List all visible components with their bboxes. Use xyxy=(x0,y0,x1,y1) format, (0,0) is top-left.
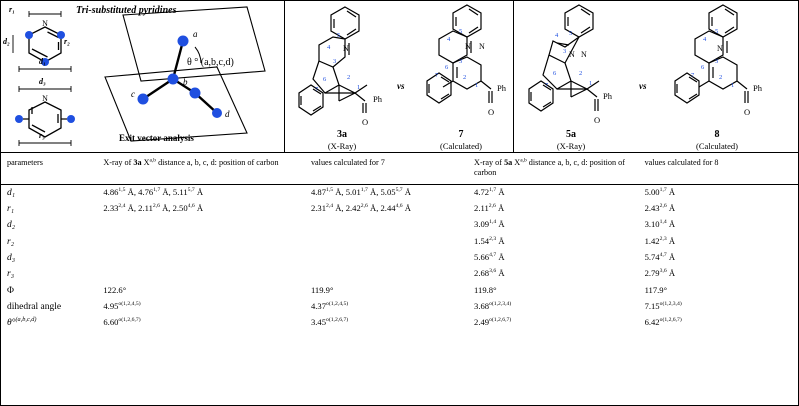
panel-label-7: 7 xyxy=(458,129,464,140)
label-d1: d₁ xyxy=(39,57,46,66)
cell-xray-5a: $2.49^{o(1,2,6,7)}$ xyxy=(474,317,512,328)
svg-text:5: 5 xyxy=(715,28,719,35)
structure-3a xyxy=(289,1,394,133)
svg-text:2: 2 xyxy=(579,70,583,77)
svg-text:6: 6 xyxy=(701,64,705,71)
cell-calc-7: 119.9° xyxy=(310,284,334,295)
cell-xray-3a xyxy=(97,234,305,250)
svg-text:b: b xyxy=(183,77,188,87)
svg-text:4: 4 xyxy=(447,36,451,43)
panel-sublabel-5a: (X-Ray) xyxy=(556,141,586,151)
cell-xray-5a: 5.66$^{4,7}$ Å xyxy=(474,251,505,262)
cell-calc-8: 3.10$^{1,4}$ Å xyxy=(644,219,676,230)
svg-text:O: O xyxy=(362,117,369,127)
svg-text:3: 3 xyxy=(715,58,719,65)
cell-calc-8: 5.00$^{1,7}$ Å xyxy=(644,186,676,197)
svg-text:3: 3 xyxy=(563,48,567,55)
panel-sublabel-7: (Calculated) xyxy=(439,141,482,151)
svg-text:7: 7 xyxy=(435,72,439,79)
cell-calc-8: 5.74$^{4,7}$ Å xyxy=(644,251,676,262)
xray3a-compound: 3a xyxy=(133,158,142,167)
svg-text:2: 2 xyxy=(719,74,723,81)
svg-text:4: 4 xyxy=(703,36,707,43)
row-parameter-label: r₁ xyxy=(7,203,14,214)
col-header-calc-8: values calculated for 8 xyxy=(639,153,798,184)
cell-xray-3a xyxy=(97,217,305,233)
svg-text:N: N xyxy=(717,44,723,53)
cell-xray-3a: 122.6° xyxy=(103,284,127,295)
table-row xyxy=(1,234,798,250)
row-parameter-label: r₃ xyxy=(7,269,14,280)
svg-text:N: N xyxy=(465,42,471,51)
table-row xyxy=(1,266,798,282)
xray3a-post: distance a, b, c, d: position of carbon xyxy=(156,158,279,167)
svg-text:6: 6 xyxy=(323,76,327,83)
svg-text:3: 3 xyxy=(333,58,337,65)
table-row xyxy=(1,250,798,266)
table-header-row xyxy=(1,153,798,184)
svg-text:6: 6 xyxy=(553,70,557,77)
col-header-parameters: parameters xyxy=(1,153,97,184)
svg-text:O: O xyxy=(488,107,495,117)
cell-xray-5a: 3.09$^{1,4}$ Å xyxy=(474,219,505,230)
cell-xray-3a: $6.60^{o(1,2,6,7)}$ xyxy=(103,317,141,328)
cell-calc-7: 4.87$^{1,5}$ Å, 5.01$^{1,7}$ Å, 5.05$^{5,7}$ Å xyxy=(310,186,411,197)
cell-calc-8: 2.79$^{3,6}$ Å xyxy=(644,268,676,279)
cell-xray-5a: 2.68$^{3,6}$ Å xyxy=(474,268,505,279)
svg-text:Ph: Ph xyxy=(753,83,762,93)
label-r2: r₂ xyxy=(64,37,70,46)
xray3a-pre: X-ray of xyxy=(103,158,134,167)
cell-xray-5a: 119.8° xyxy=(474,284,497,295)
svg-text:c: c xyxy=(131,89,135,99)
svg-text:N: N xyxy=(42,94,48,103)
table-row xyxy=(1,184,798,201)
panel-label-3a: 3a xyxy=(337,129,347,140)
exit-vector-diagram xyxy=(97,1,287,153)
svg-text:N: N xyxy=(569,50,575,59)
svg-text:N: N xyxy=(343,44,349,53)
svg-text:N: N xyxy=(42,19,48,28)
label-d3: d₃ xyxy=(39,77,46,86)
svg-text:O: O xyxy=(744,107,751,117)
col-header-xray-3a: X-ray of 3a X$^{a,b}$ distance a, b, c, d: position of carbon xyxy=(97,153,305,184)
scheme-title: Tri-substituted pyridines xyxy=(76,5,177,16)
svg-text:O: O xyxy=(594,115,601,125)
svg-text:5: 5 xyxy=(337,32,341,39)
svg-text:5: 5 xyxy=(459,28,463,35)
cell-calc-8: $7.15^{o(1,2,3,4)}$ xyxy=(644,300,682,311)
vs-label-1: vs xyxy=(397,81,405,91)
theta-label: θ ° (a,b,c,d) xyxy=(187,57,234,68)
structure-5a xyxy=(519,1,629,133)
cell-calc-7 xyxy=(305,217,468,233)
xray5a-post: distance a, b, c, d: position of carbon xyxy=(474,158,625,178)
cell-calc-7 xyxy=(305,250,468,266)
table-row xyxy=(1,299,798,315)
svg-text:d: d xyxy=(225,109,230,119)
svg-text:N: N xyxy=(479,42,485,51)
exit-vector-caption: Exit vector analysis xyxy=(119,133,194,143)
cell-xray-5a: $3.68^{o(1,2,3,4)}$ xyxy=(474,300,512,311)
svg-text:Ph: Ph xyxy=(497,83,506,93)
xray5a-compound: 5a xyxy=(504,158,513,167)
svg-text:7: 7 xyxy=(691,72,695,79)
top-graphic-band xyxy=(1,1,798,153)
svg-text:a: a xyxy=(193,29,198,39)
cell-calc-7: $4.37^{o(1,2,4,5)}$ xyxy=(310,300,349,311)
xray5a-pre: X-ray of xyxy=(474,158,505,167)
cell-xray-3a xyxy=(97,266,305,282)
svg-text:5: 5 xyxy=(569,30,573,37)
cell-calc-8: 1.42$^{2,3}$ Å xyxy=(644,235,676,246)
svg-text:N: N xyxy=(581,50,587,59)
cell-calc-7 xyxy=(305,266,468,282)
cell-xray-5a: 1.54$^{2,3}$ Å xyxy=(474,235,505,246)
cell-xray-3a: 2.33$^{2,4}$ Å, 2.11$^{2,6}$ Å, 2.50$^{4,6}$ Å xyxy=(103,202,204,213)
cell-calc-8: $6.42^{o(1,2,6,7)}$ xyxy=(644,317,682,328)
cell-xray-3a: $4.95^{o(1,2,4,5)}$ xyxy=(103,300,141,311)
svg-text:2: 2 xyxy=(463,74,467,81)
panel-label-8: 8 xyxy=(714,129,720,140)
svg-text:1: 1 xyxy=(731,82,735,89)
row-parameter-label: dihedral angle xyxy=(7,301,62,312)
xray5a-sup: a,b xyxy=(520,157,527,164)
svg-text:2: 2 xyxy=(347,74,351,81)
svg-text:4: 4 xyxy=(555,32,559,39)
cell-xray-3a xyxy=(97,250,305,266)
vs-label-2: vs xyxy=(639,81,647,91)
cell-xray-5a: 4.72$^{1,7}$ Å xyxy=(474,186,505,197)
svg-text:1: 1 xyxy=(475,82,479,89)
cell-xray-3a: 4.86$^{1,5}$ Å, 4.76$^{1,7}$ Å, 5.11$^{5,7}$ Å xyxy=(103,186,204,197)
cell-calc-7: $3.45^{o(1,2,6,7)}$ xyxy=(310,317,349,328)
svg-text:6: 6 xyxy=(445,64,449,71)
panel-sublabel-8: (Calculated) xyxy=(695,141,738,151)
col-header-xray-5a: X-ray of 5a X$^{a,b}$ distance a, b, c, d: position of carbon xyxy=(468,153,639,184)
table-row xyxy=(1,217,798,233)
table-row xyxy=(1,283,798,299)
svg-text:1: 1 xyxy=(357,84,361,91)
svg-text:3: 3 xyxy=(459,58,463,65)
panel-sublabel-3a: (X-Ray) xyxy=(327,141,357,151)
cell-xray-5a: 2.11$^{2,6}$ Å xyxy=(474,202,505,213)
cell-calc-7 xyxy=(305,234,468,250)
svg-text:7: 7 xyxy=(315,86,319,93)
label-r1: r₁ xyxy=(9,5,15,14)
svg-text:Ph: Ph xyxy=(373,94,382,104)
row-parameter-label: d₃ xyxy=(7,252,16,263)
svg-text:Ph: Ph xyxy=(603,91,612,101)
col-header-calc-7: values calculated for 7 xyxy=(305,153,468,184)
label-d2: d₂ xyxy=(3,37,10,46)
panel-label-5a: 5a xyxy=(566,129,576,140)
cell-calc-8: 2.43$^{2,6}$ Å xyxy=(644,202,676,213)
label-r3: r₃ xyxy=(39,131,45,140)
cell-calc-8: 117.9° xyxy=(644,284,668,295)
svg-text:4: 4 xyxy=(327,44,331,51)
structure-7 xyxy=(417,1,517,133)
xray3a-sup: a,b xyxy=(149,157,157,164)
svg-text:1: 1 xyxy=(589,80,593,87)
table-body xyxy=(1,184,798,332)
row-parameter-label: Φ xyxy=(7,285,14,296)
svg-text:7: 7 xyxy=(545,82,549,89)
table-row xyxy=(1,315,798,331)
row-parameter-label: d₂ xyxy=(7,220,16,231)
row-parameter-label: d₁ xyxy=(7,187,16,198)
cell-calc-7: 2.31$^{2,4}$ Å, 2.42$^{2,6}$ Å, 2.44$^{4,6}$ Å xyxy=(310,202,411,213)
table-row xyxy=(1,201,798,217)
structure-8 xyxy=(661,1,771,133)
parameters-table xyxy=(1,153,798,332)
row-parameter-label: r₂ xyxy=(7,236,14,247)
row-parameter-label: θ°$^{(a,b,c,d)}$ xyxy=(7,316,37,329)
